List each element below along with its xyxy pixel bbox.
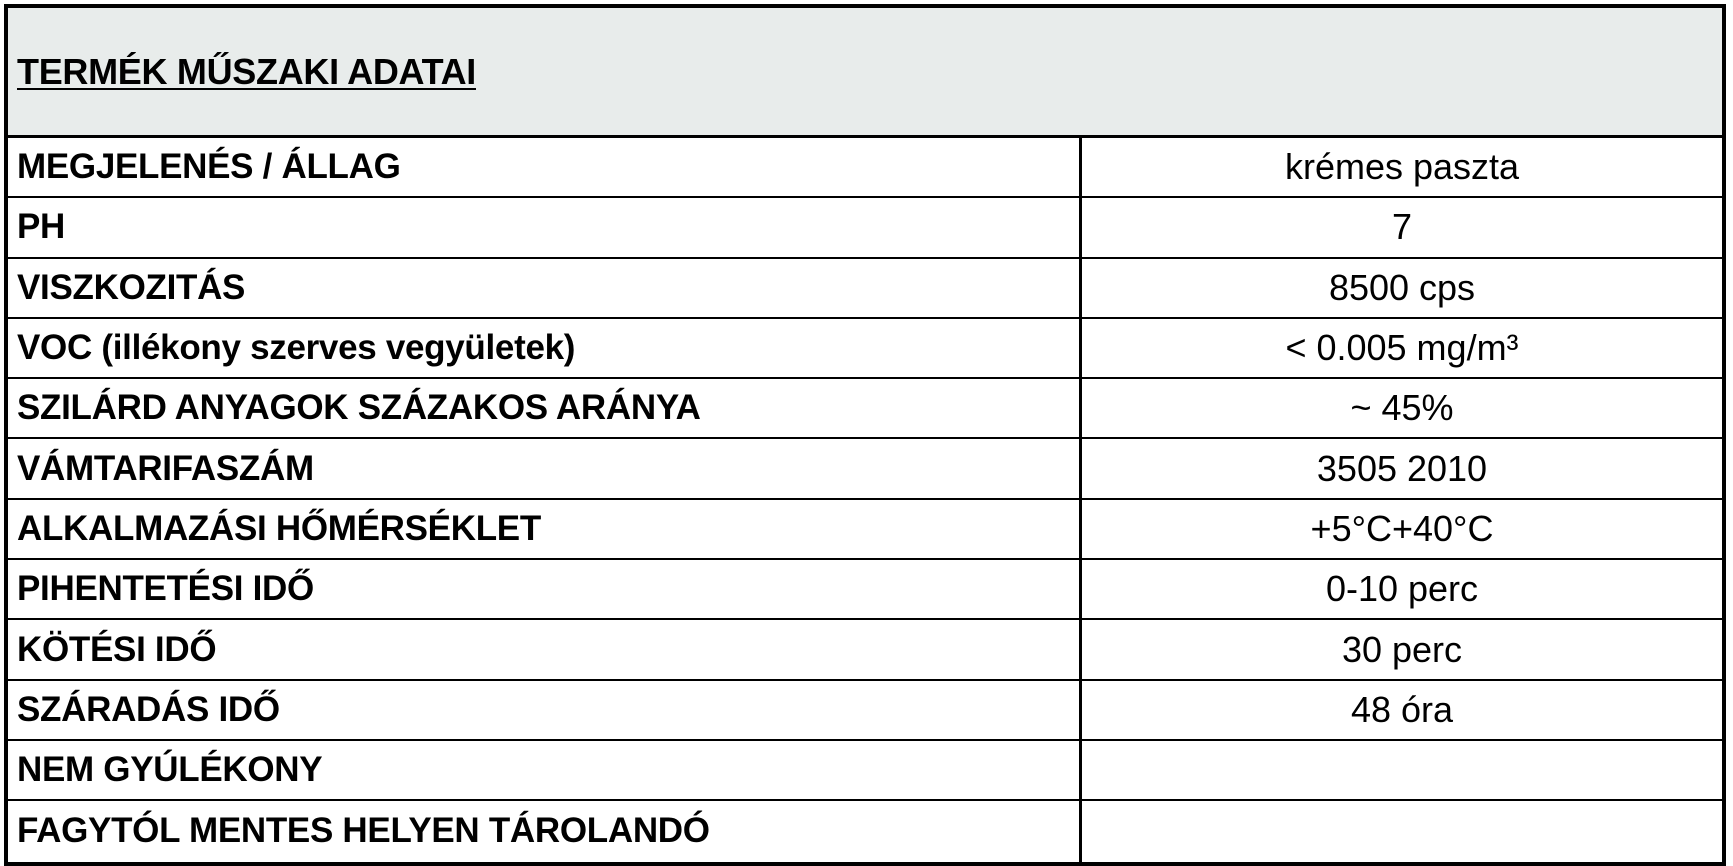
property-value: ~ 45% — [1350, 387, 1454, 429]
property-label: PH — [8, 198, 1082, 256]
property-value: 30 perc — [1341, 628, 1463, 670]
table-row — [8, 560, 1722, 620]
property-value: 7 — [1391, 206, 1413, 248]
property-label: KÖTÉSI IDŐ — [8, 620, 1082, 678]
property-label: VOC (illékony szerves vegyületek) — [8, 319, 1082, 377]
property-value: 0-10 perc — [1325, 568, 1479, 610]
property-value: 8500 cps — [1328, 266, 1476, 308]
table-row — [8, 439, 1722, 499]
property-value — [1082, 741, 1722, 799]
property-label: VÁMTARIFASZÁM — [8, 439, 1082, 497]
table-title-row — [8, 8, 1722, 138]
property-value: 3505 2010 — [1316, 447, 1488, 489]
table-row — [8, 801, 1722, 861]
property-label: FAGYTÓL MENTES HELYEN TÁROLANDÓ — [8, 801, 1082, 861]
property-label: SZÁRADÁS IDŐ — [8, 681, 1082, 739]
table-row — [8, 319, 1722, 379]
property-label: NEM GYÚLÉKONY — [8, 741, 1082, 799]
table-body — [8, 138, 1722, 862]
table-row — [8, 681, 1722, 741]
property-value: +5°C+40°C — [1310, 507, 1494, 549]
table-row — [8, 500, 1722, 560]
technical-data-table — [4, 4, 1726, 866]
property-value: < 0.005 mg/m³ — [1285, 327, 1519, 369]
property-value: krémes paszta — [1284, 146, 1520, 188]
property-label: MEGJELENÉS / ÁLLAG — [8, 138, 1082, 196]
property-label: ALKALMAZÁSI HŐMÉRSÉKLET — [8, 500, 1082, 558]
property-label: SZILÁRD ANYAGOK SZÁZAKOS ARÁNYA — [8, 379, 1082, 437]
table-row — [8, 138, 1722, 198]
table-row — [8, 741, 1722, 801]
table-row — [8, 259, 1722, 319]
table-row — [8, 379, 1722, 439]
property-label: VISZKOZITÁS — [8, 259, 1082, 317]
property-value — [1082, 801, 1722, 861]
table-title: TERMÉK MŰSZAKI ADATAI — [17, 50, 476, 92]
property-value: 48 óra — [1350, 688, 1454, 730]
table-row — [8, 620, 1722, 680]
table-row — [8, 198, 1722, 258]
property-label: PIHENTETÉSI IDŐ — [8, 560, 1082, 618]
